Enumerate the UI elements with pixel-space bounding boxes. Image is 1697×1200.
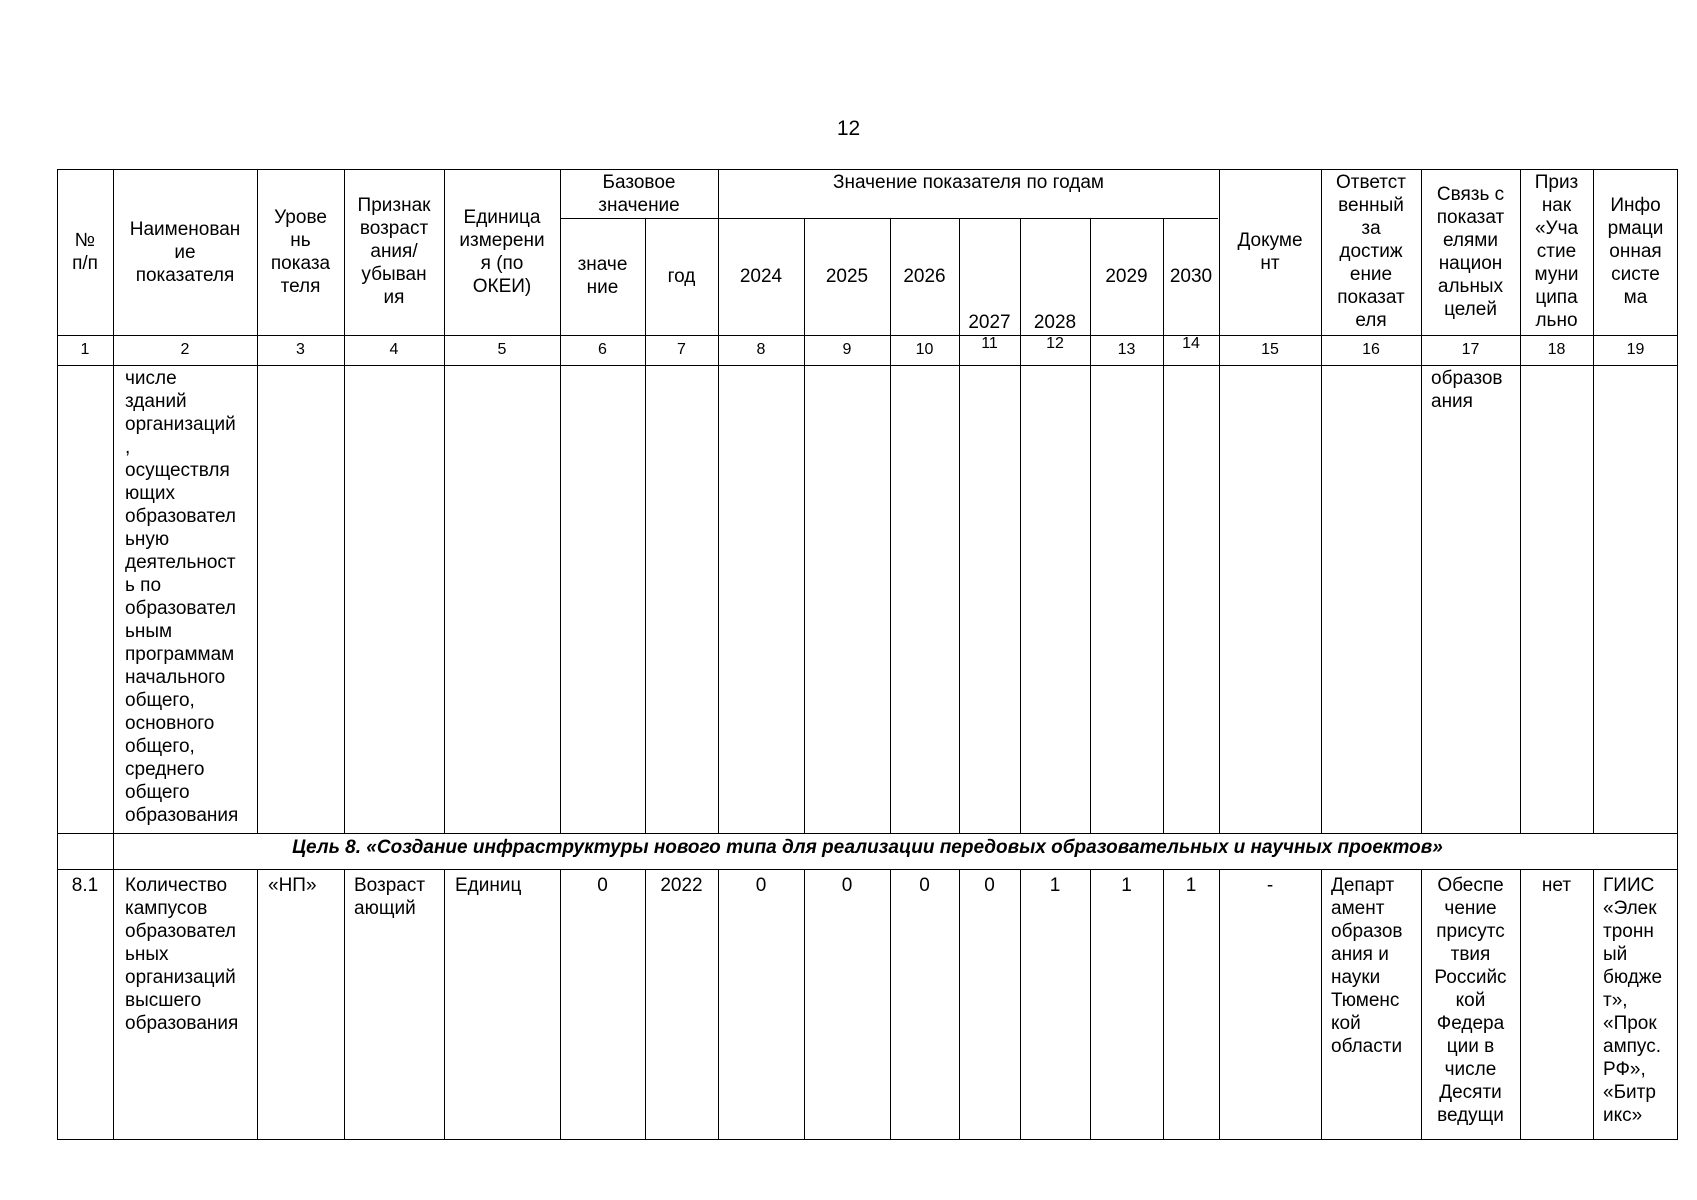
row-unit: Единиц (455, 875, 522, 896)
goal-row-bottom (57, 869, 1678, 870)
header-year-2028: 2028 (1033, 312, 1077, 333)
column-divider (804, 218, 805, 833)
row-value-2024: 0 (755, 875, 767, 896)
column-number: 7 (677, 341, 686, 358)
header-year-2030: 2030 (1169, 266, 1213, 287)
header-num: № п/п (72, 230, 98, 274)
header-base-value-group: Базовое значение (598, 172, 680, 216)
header-divider (57, 335, 1678, 336)
column-number: 16 (1362, 341, 1380, 358)
header-municipal-participation: Приз нак «Уча стие муни ципа льно (1534, 172, 1579, 331)
column-number: 10 (915, 341, 934, 358)
column-number: 13 (1117, 341, 1136, 358)
column-divider (113, 169, 114, 1140)
column-number: 9 (842, 341, 852, 358)
column-divider (645, 869, 646, 1140)
row-indicator-name: Количество кампусов образовател ьных организаций высшего образования (125, 875, 239, 1034)
column-divider (1020, 869, 1021, 1140)
column-divider (1219, 869, 1220, 1140)
column-divider (257, 869, 258, 1140)
header-information-system: Инфо рмаци онная систе ма (1607, 195, 1664, 308)
column-number: 14 (1182, 335, 1200, 352)
column-divider (1593, 869, 1594, 1140)
row-national-goals-link: Обеспе чение присутс твия Российс кой Федера ции в числе Десяти ведущи (1434, 875, 1507, 1126)
row-value-2025: 0 (841, 875, 853, 896)
header-year-2025: 2025 (825, 266, 869, 287)
column-number: 2 (180, 341, 190, 358)
goal-row-top (57, 833, 1678, 834)
page-number: 12 (836, 117, 861, 140)
column-numbers-divider (57, 365, 1678, 366)
column-number: 11 (981, 335, 998, 352)
continued-indicator-name: числе зданий организаций , осуществля ющих образовател ьную деятельност ь по образовател ьным программам начального общего, основного общего, среднего общего образования (125, 368, 239, 826)
header-year-2027: 2027 (968, 312, 1011, 333)
header-year-2026: 2026 (903, 266, 946, 287)
header-subdivider (560, 218, 1218, 219)
row-value-2030: 1 (1185, 875, 1197, 896)
header-level: Урове нь показа теля (270, 207, 331, 297)
row-base-value: 0 (597, 875, 608, 896)
column-number: 5 (497, 341, 507, 358)
column-number: 19 (1626, 341, 1645, 358)
header-year-2029: 2029 (1105, 266, 1148, 287)
column-number: 6 (598, 341, 607, 358)
row-base-year: 2022 (660, 875, 703, 896)
row-value-2027: 0 (984, 875, 995, 896)
row-value-2029: 1 (1121, 875, 1132, 896)
column-divider (1090, 218, 1091, 833)
column-number: 3 (296, 341, 305, 358)
header-year-2024: 2024 (739, 266, 783, 287)
row-responsible: Департ амент образов ания и науки Тюменс кой области (1331, 875, 1403, 1057)
column-divider (890, 218, 891, 833)
row-information-system: ГИИС «Элек тронн ый бюдже т», «Прок ампус. РФ», «Битр икс» (1603, 875, 1663, 1126)
header-national-goals-link: Связь с показат елями национ альных целей (1436, 184, 1505, 320)
row-level: «НП» (268, 875, 317, 896)
column-divider (1090, 869, 1091, 1140)
row-document: - (1266, 875, 1274, 896)
header-document: Докуме нт (1237, 230, 1303, 274)
goal-title: Цель 8. «Создание инфраструктуры нового типа для реализации передовых образовательных и научных проектов» (292, 837, 1443, 858)
header-unit: Единица измерени я (по ОКЕИ) (459, 207, 545, 297)
column-divider (344, 869, 345, 1140)
header-years-group: Значение показателя по годам (833, 172, 1104, 193)
column-number: 8 (756, 341, 766, 358)
column-divider (959, 869, 960, 1140)
row-value-2026: 0 (919, 875, 930, 896)
column-divider (804, 869, 805, 1140)
column-divider (560, 869, 561, 1140)
column-divider (890, 869, 891, 1140)
column-number: 17 (1461, 341, 1480, 358)
column-divider (1163, 218, 1164, 833)
column-number: 18 (1547, 341, 1566, 358)
header-responsible: Ответст венный за достиж ение показат еля (1336, 172, 1406, 331)
column-number: 12 (1046, 335, 1064, 352)
row-number: 8.1 (71, 875, 99, 896)
column-number: 15 (1261, 341, 1279, 358)
column-divider (1520, 869, 1521, 1140)
column-number: 4 (389, 341, 399, 358)
header-base-year: год (667, 266, 696, 287)
header-indicator-name: Наименован ие показателя (129, 219, 241, 286)
continued-national-goals-link: образов ания (1431, 368, 1503, 412)
column-divider (444, 869, 445, 1140)
column-number: 1 (80, 341, 90, 358)
row-municipal-participation: нет (1541, 875, 1572, 896)
row-sign: Возраст ающий (354, 875, 426, 919)
column-divider (645, 218, 646, 833)
column-divider (718, 869, 719, 1140)
row-value-2028: 1 (1049, 875, 1061, 896)
header-sign: Признак возраст ания/ убыван ия (357, 195, 431, 308)
column-divider (1321, 869, 1322, 1140)
header-base-value: значе ние (577, 254, 628, 298)
column-divider (1163, 869, 1164, 1140)
